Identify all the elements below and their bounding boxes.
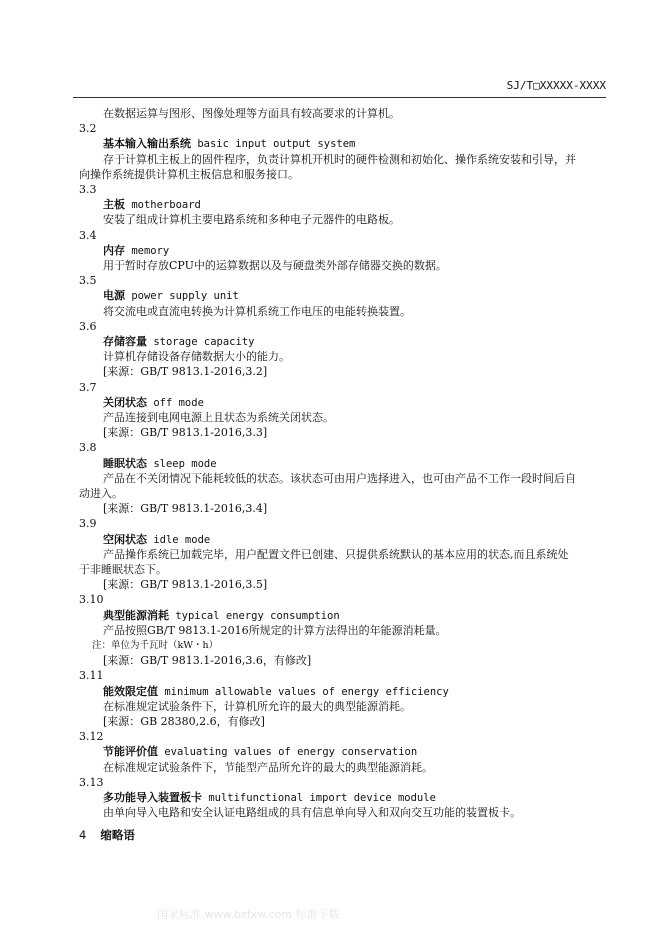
term-title <box>103 457 217 471</box>
term-title <box>103 198 201 212</box>
watermark: 国家标准 www.bzfxw.com 标准下载 <box>157 908 340 921</box>
term-definition: 产品在不关闭情况下能耗较低的状态。该状态可由用户选择进入，也可由产品不工作一段时间后自 <box>103 471 576 485</box>
term-source: [来源：GB 28380,2.6，有修改] <box>103 715 265 728</box>
term-name-en: sleep mode <box>147 457 217 470</box>
term-name-zh: 电源 <box>103 289 125 303</box>
term-name-en: motherboard <box>125 199 201 212</box>
term-definition: 于非睡眠状态下。 <box>79 563 167 576</box>
term-name-zh: 内存 <box>103 243 125 257</box>
term-definition: 向操作系统提供计算机主板信息和服务接口。 <box>79 167 299 181</box>
term-title <box>103 791 436 805</box>
term-definition: 产品按照GB/T 9813.1-2016所规定的计算方法得出的年能源消耗量。 <box>103 623 447 637</box>
term-definition: 安装了组成计算机主要电路系统和多种电子元器件的电路板。 <box>103 213 400 227</box>
section-title: 缩略语 <box>100 828 135 842</box>
term-definition: 计算机存储设备存储数据大小的能力。 <box>103 350 290 364</box>
term-definition: 在标准规定试验条件下，计算机所允许的最大的典型能源消耗。 <box>103 699 411 713</box>
term-name-zh: 节能评价值 <box>103 745 158 759</box>
term-name-en: typical energy consumption <box>169 609 340 622</box>
term-number: 3.12 <box>79 730 104 744</box>
term-number: 3.11 <box>79 669 104 683</box>
term-number: 3.4 <box>79 228 97 242</box>
term-name-en: off mode <box>147 396 204 409</box>
term-title <box>103 244 169 258</box>
term-source: [来源：GB/T 9813.1-2016,3.5] <box>103 578 268 592</box>
term-number: 3.9 <box>79 517 97 531</box>
term-name-en: idle mode <box>147 533 211 546</box>
term-title <box>103 745 417 759</box>
term-number: 3.7 <box>79 380 97 394</box>
term-name-zh: 多功能导入装置板卡 <box>103 791 202 804</box>
term-definition: 由单向导入电路和安全认证电路组成的具有信息单向导入和双向交互功能的装置板卡。 <box>103 806 521 820</box>
term-number: 3.2 <box>79 122 97 136</box>
term-definition: 产品连接到电网电源上且状态为系统关闭状态。 <box>103 411 334 424</box>
term-name-en: basic input output system <box>191 138 356 151</box>
section-number: 4 <box>79 828 87 842</box>
term-name-zh: 空闲状态 <box>103 532 147 546</box>
term-source: [来源：GB/T 9813.1-2016,3.3] <box>103 426 268 440</box>
term-definition: 将交流电或直流电转换为计算机系统工作电压的电能转换装置。 <box>103 304 411 318</box>
term-definition: 在标准规定试验条件下，节能型产品所允许的最大的典型能源消耗。 <box>103 760 433 774</box>
term-title <box>103 533 210 547</box>
term-name-zh: 存储容量 <box>103 335 147 348</box>
term-title <box>103 685 449 699</box>
header-rule <box>73 97 606 98</box>
term-title <box>103 137 355 151</box>
term-number: 3.8 <box>79 441 97 455</box>
term-number: 3.5 <box>79 274 97 288</box>
term-number: 3.6 <box>79 319 97 333</box>
term-name-zh: 主板 <box>103 198 125 212</box>
term-name-en: evaluating values of energy conservation <box>158 746 418 759</box>
term-title <box>103 396 204 410</box>
term-note: 注：单位为千瓦时（kW・h） <box>92 640 219 651</box>
term-number: 3.13 <box>79 775 104 789</box>
term-name-zh: 睡眠状态 <box>103 456 147 470</box>
term-name-zh: 关闭状态 <box>103 395 147 409</box>
section-heading <box>79 827 135 843</box>
term-title <box>103 289 239 303</box>
term-name-zh: 基本输入输出系统 <box>103 137 191 151</box>
document-number: SJ/T□XXXXX-XXXX <box>506 79 606 92</box>
term-source: [来源：GB/T 9813.1-2016,3.4] <box>103 502 268 516</box>
term-source: [来源：GB/T 9813.1-2016,3.2] <box>103 365 268 379</box>
term-definition: 产品操作系统已加载完毕，用户配置文件已创建、只提供系统默认的基本应用的状态,而且系统处 <box>103 547 569 561</box>
term-name-en: power supply unit <box>125 290 239 303</box>
intro-text: 在数据运算与图形、图像处理等方面具有较高要求的计算机。 <box>103 107 400 120</box>
term-name-zh: 典型能源消耗 <box>103 608 169 622</box>
term-source: [来源：GB/T 9813.1-2016,3.6，有修改] <box>103 654 312 668</box>
term-name-en: memory <box>125 244 170 257</box>
term-name-zh: 能效限定值 <box>103 684 158 698</box>
term-definition: 存于计算机主板上的固件程序，负责计算机开机时的硬件检测和初始化、操作系统安装和引导，并 <box>103 152 576 166</box>
term-name-en: storage capacity <box>147 336 255 348</box>
term-name-en: minimum allowable values of energy efficiency <box>158 685 449 698</box>
term-number: 3.10 <box>79 593 104 607</box>
term-number: 3.3 <box>79 183 97 196</box>
term-definition: 用于暂时存放CPU中的运算数据以及与硬盘类外部存储器交换的数据。 <box>103 259 447 272</box>
term-definition: 动进入。 <box>79 487 123 500</box>
term-title <box>103 609 340 623</box>
term-title <box>103 335 254 349</box>
term-name-en: multifunctional import device module <box>202 792 436 804</box>
